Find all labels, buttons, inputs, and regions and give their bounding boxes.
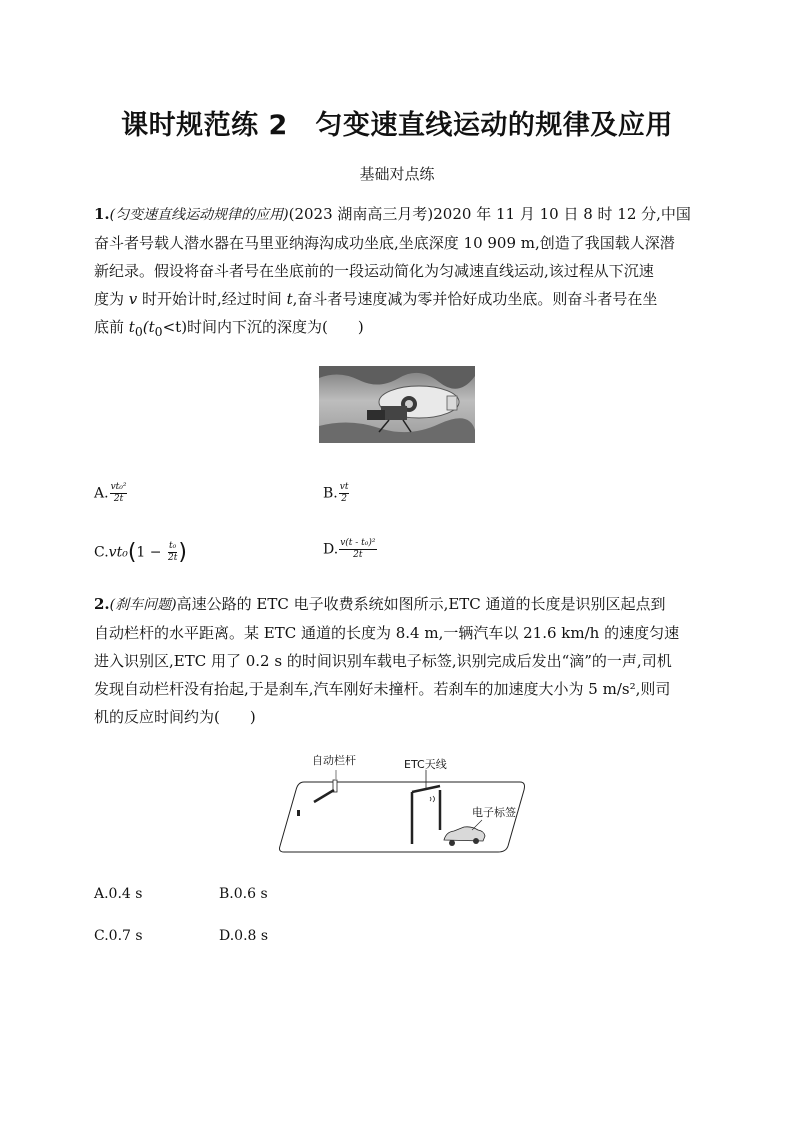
question-2	[94, 590, 706, 731]
option-2C[interactable]: C.0.7 s	[94, 928, 143, 944]
question-1-line4: 度为 v 时开始计时,经过时间 t,奋斗者号速度减为零并恰好成功坐底。则奋斗者号在坐	[94, 290, 658, 308]
question-2-line5: 机的反应时间约为( )	[94, 708, 256, 726]
fraction: $\frac{vt}{2}$	[339, 482, 349, 504]
antenna-label: ETC天线	[404, 758, 447, 771]
tag-label: 电子标签	[472, 806, 516, 819]
question-2-tag: (刹车问题)	[109, 597, 177, 613]
fraction: $\frac{\text{t₀}}{2t}$	[167, 541, 178, 563]
question-1-line3: 新纪录。假设将奋斗者号在坐底前的一段运动简化为匀减速直线运动,该过程从下沉速	[94, 262, 654, 280]
option-B[interactable]: B. $\frac{vt}{2}$	[323, 482, 349, 504]
question-1-line2: 奋斗者号载人潜水器在马里亚纳海沟成功坐底,坐底深度 10 909 m,创造了我国载人深潜	[94, 234, 675, 252]
question-1-line1: (2023 湖南高三月考)2020 年 11 月 10 日 8 时 12 分,中国	[288, 205, 691, 223]
fraction: $\frac{\text{v(t - t₀)²}}{2t}$	[340, 538, 376, 560]
question-1	[94, 200, 706, 346]
option-2B[interactable]: B.0.6 s	[219, 886, 268, 902]
option-A[interactable]: A. $\frac{\text{vt₀²}}{2t}$	[94, 482, 127, 504]
gate-label: 自动栏杆	[312, 754, 356, 767]
submersible-photo	[319, 366, 475, 443]
etc-diagram	[276, 750, 526, 855]
question-1-number: 1.	[94, 205, 110, 223]
option-C[interactable]: C.vt₀(1 − $\frac{\text{t₀}}{2t}$ )	[94, 540, 187, 565]
option-2A[interactable]: A.0.4 s	[94, 886, 143, 902]
question-2-line4: 发现自动栏杆没有抬起,于是刹车,汽车刚好未撞杆。若刹车的加速度大小为 5 m/s²,则司	[94, 680, 671, 698]
page-title: 课时规范练 2 匀变速直线运动的规律及应用	[121, 110, 673, 141]
question-2-line2: 自动栏杆的水平距离。某 ETC 通道的长度为 8.4 m,一辆汽车以 21.6 km/h 的速度匀速	[94, 624, 680, 642]
question-2-line1: 高速公路的 ETC 电子收费系统如图所示,ETC 通道的长度是识别区起点到	[176, 595, 666, 613]
question-1-tag: (匀变速直线运动规律的应用)	[109, 207, 289, 223]
option-D[interactable]: D. $\frac{\text{v(t - t₀)²}}{2t}$	[323, 538, 376, 560]
question-2-number: 2.	[94, 595, 110, 613]
fraction: $\frac{\text{vt₀²}}{2t}$	[110, 482, 127, 504]
option-2D[interactable]: D.0.8 s	[219, 928, 269, 944]
question-2-line3: 进入识别区,ETC 用了 0.2 s 的时间识别车载电子标签,识别完成后发出“滴”的一声,司机	[94, 652, 672, 670]
section-subtitle: 基础对点练	[359, 165, 435, 183]
question-1-line5: 底前 $t_0(t_0<t)$时间内下沉的深度为( )	[94, 318, 364, 339]
